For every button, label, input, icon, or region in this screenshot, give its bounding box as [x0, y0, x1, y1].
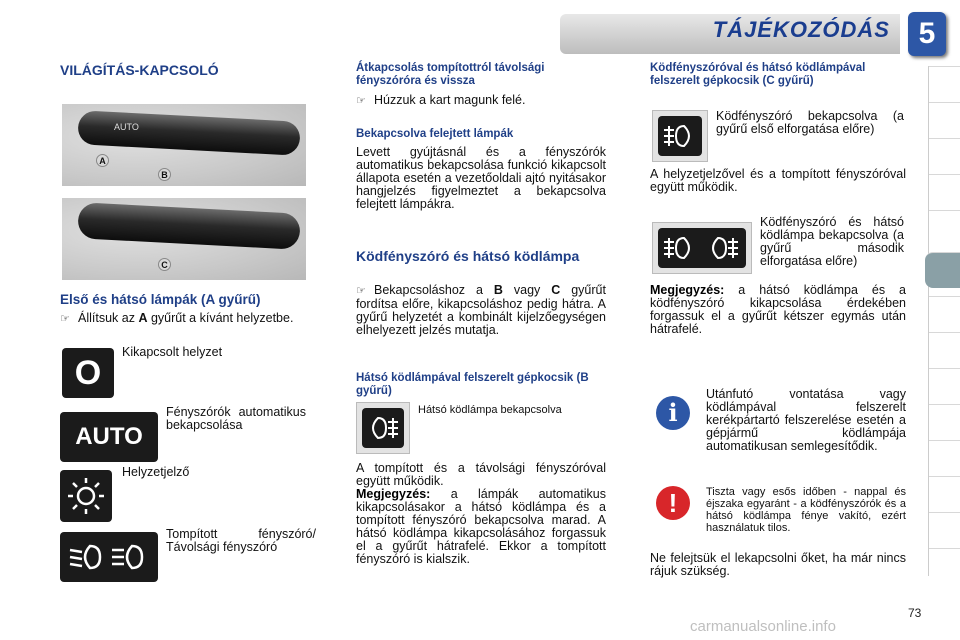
- section-title: VILÁGÍTÁS-KAPCSOLÓ: [60, 62, 219, 78]
- chapter-tab[interactable]: [929, 332, 960, 368]
- both-fog-symbol: [658, 228, 746, 268]
- chapter-tab[interactable]: [929, 296, 960, 332]
- chapter-tab[interactable]: [929, 210, 960, 246]
- info-note-text: Utánfutó vontatása vagy ködlámpával felszerelt kerékpártartó felszerelése esetén a gépjármű ködlámpája automatikusan semlegesítődik.: [706, 387, 906, 453]
- stalk-lever: [77, 110, 300, 156]
- paragraph-fog-note: Megjegyzés: a hátsó ködlámpa és a ködfényszóró kikapcsolása érdekében forgassuk el a gyűrűt kétszer egymás után hátrafelé.: [650, 283, 906, 336]
- parking-light-symbol: [60, 470, 112, 522]
- auto-icon: AUTO: [60, 412, 158, 462]
- chapter-tab[interactable]: [929, 404, 960, 440]
- item-label: Kikapcsolt helyzet: [122, 345, 223, 359]
- ring-b-pin: B: [158, 168, 171, 181]
- beam-symbol: [60, 532, 158, 582]
- stalk-auto-mark: AUTO: [114, 122, 139, 132]
- finger-bullet-icon: ☞: [356, 95, 366, 107]
- heading-fog-lamps: Ködfényszóró és hátsó ködlámpa: [356, 248, 580, 264]
- chapter-tab[interactable]: [929, 174, 960, 210]
- front-fog-icon-label: Ködfényszóró bekapcsolva (a gyűrű első elforgatása előre): [716, 109, 904, 136]
- rear-fog-icon-label: Hátsó ködlámpa bekapcsolva: [418, 404, 562, 416]
- warning-text-2: Ne felejtsük el lekapcsolni őket, ha már nincs rájuk szükség.: [650, 551, 906, 578]
- chapter-tab[interactable]: [929, 138, 960, 174]
- chapter-tab-active[interactable]: [925, 252, 960, 288]
- rear-fog-symbol: [362, 408, 404, 448]
- front-fog-symbol: [658, 116, 702, 156]
- warning-icon: !: [656, 486, 690, 520]
- paragraph-front-fog: A helyzetjelzővel és a tompított fényszóróval együtt működik.: [650, 167, 906, 194]
- front-fog-icon-box: [652, 110, 708, 162]
- finger-bullet-icon: ☞: [60, 313, 70, 325]
- ring-c-pin: C: [158, 258, 171, 271]
- chapter-tab[interactable]: [929, 102, 960, 138]
- chapter-badge: 5: [908, 12, 946, 56]
- subtitle-lamps: Első és hátsó lámpák (A gyűrű): [60, 292, 261, 307]
- ring-a-pin: A: [96, 154, 109, 167]
- heading-rear-fog: Hátsó ködlámpával felszerelt gépkocsik (B gyűrű): [356, 372, 589, 397]
- rear-fog-icon-box: [356, 402, 410, 454]
- chapter-tab[interactable]: [929, 476, 960, 512]
- item-label: Helyzetjelző: [122, 465, 190, 479]
- info-icon: i: [656, 396, 690, 430]
- bullet-pull-lever: ☞ Húzzuk a kart magunk felé.: [356, 93, 526, 107]
- page-title: TÁJÉKOZÓDÁS: [712, 17, 890, 42]
- chapter-tab[interactable]: [929, 368, 960, 404]
- front-fog-lamp-icon: [658, 116, 702, 156]
- light-stalk-illustration-top: [62, 104, 306, 186]
- chapter-tab[interactable]: [929, 66, 960, 102]
- parking-light-icon: [60, 470, 112, 522]
- low-high-beam-icon: [60, 532, 158, 582]
- chapter-tab[interactable]: [929, 548, 960, 584]
- stalk-lever: [77, 202, 301, 250]
- both-fog-icon-box: [652, 222, 752, 274]
- heading-front-fog: Ködfényszóróval és hátsó ködlámpával felszerelt gépkocsik (C gyűrű): [650, 62, 866, 87]
- finger-bullet-icon: ☞: [356, 285, 366, 297]
- heading-beam-switch: Átkapcsolás tompítottról távolsági fényszóróra és vissza: [356, 62, 545, 87]
- paragraph-rear-fog-note: Megjegyzés: a lámpák automatikus kikapcsolásakor a hátsó ködlámpa és a tompított fényszóró bekapcsolva marad. A hátsó ködlámpa kikapcsolásához forgassuk el a gyűrűt hátrafelé. Ekkor a tompított fényszóró is kialszik.: [356, 487, 606, 566]
- light-stalk-illustration-bottom: [62, 198, 306, 280]
- chapter-tab[interactable]: [929, 440, 960, 476]
- both-fog-icon-label: Ködfényszóró és hátsó ködlámpa bekapcsolva (a gyűrű második elforgatása előre): [760, 215, 904, 268]
- paragraph-rear-fog: A tompított és a távolsági fényszóróval együtt működik.: [356, 461, 606, 488]
- item-label: Tompított fényszóró/ Távolsági fényszóró: [166, 527, 316, 554]
- chapter-tab[interactable]: [929, 512, 960, 548]
- heading-lights-left-on: Bekapcsolva felejtett lámpák: [356, 128, 514, 140]
- off-position-icon: O: [62, 348, 114, 398]
- chapter-tabs: [928, 66, 960, 576]
- warning-text: Tiszta vagy esős időben - nappal és éjszaka egyaránt - a ködfényszórók és a hátsó ködlámpa fénye vakító, ezért használatuk tilos.: [706, 486, 906, 534]
- bullet-ring-a: ☞ Állítsuk az A gyűrűt a kívánt helyzetbe.: [60, 311, 294, 325]
- watermark: carmanualsonline.info: [690, 618, 836, 635]
- item-label: Fényszórók automatikus bekapcsolása: [166, 405, 306, 432]
- rear-fog-lamp-icon: [362, 408, 404, 448]
- paragraph-lights-left-on: Levett gyújtásnál és a fényszórók automatikus bekapcsolása funkció kikapcsolt állapota esetén a vezetőoldali ajtó nyitásakor hangjelzés figyelmeztet a bekapcsolva felejtett lámpákra.: [356, 145, 606, 211]
- page-number: 73: [908, 606, 922, 620]
- bullet-fog-ring: ☞ Bekapcsoláshoz a B vagy C gyűrűt fordítsa előre, kikapcsoláshoz pedig hátra. A gyűrű helyzetét a kombinált kijelzőegységen elhelyezett jelzés mutatja.: [356, 283, 606, 337]
- front-and-rear-fog-icon: [658, 228, 746, 268]
